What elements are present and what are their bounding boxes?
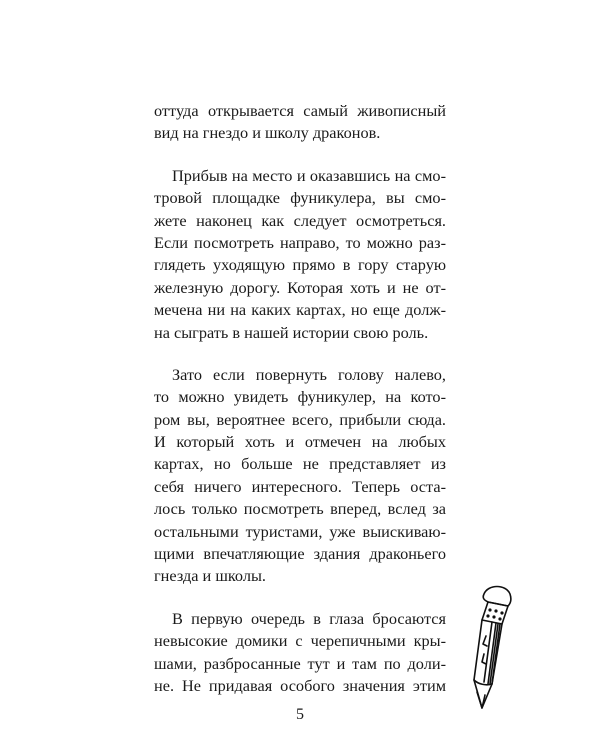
text-line: вид на гнездо и школу драконов. bbox=[154, 123, 381, 143]
page-body-text bbox=[154, 100, 446, 717]
paragraph-4 bbox=[154, 608, 446, 698]
text-line: тровой площадке фуникулера, вы смо- bbox=[154, 188, 446, 208]
text-line: В первую очередь в глаза бросаются bbox=[172, 608, 446, 628]
text-line: то можно увидеть фуникулер, на кото- bbox=[154, 387, 446, 407]
text-line: на сыграть в нашей истории свою роль. bbox=[154, 322, 429, 342]
text-line: жете наконец как следует осмотреться. bbox=[154, 210, 446, 230]
text-line: железную дорогу. Которая хоть и не от- bbox=[154, 277, 446, 297]
text-line: И который хоть и отмечен на любых bbox=[154, 432, 446, 452]
text-line: Зато если повернуть голову налево, bbox=[172, 364, 446, 384]
text-line: оттуда открывается самый живописный bbox=[154, 101, 446, 120]
text-line: картах, но больше не представляет из bbox=[154, 454, 446, 474]
text-line: шами, разбросанные тут и там по доли- bbox=[154, 653, 446, 673]
text-line: невысокие домики с черепичными кры- bbox=[154, 631, 446, 651]
text-line: лось только посмотреть вперед, вслед за bbox=[154, 499, 446, 519]
page-number: 5 bbox=[296, 706, 304, 723]
text-line: мечена ни на каких картах, но еще долж- bbox=[154, 300, 446, 320]
text-line: Если посмотреть направо, то можно раз- bbox=[154, 232, 446, 252]
text-line: щими впечатляющие здания драконьего bbox=[154, 544, 446, 564]
text-line: не. Не придавая особого значения этим bbox=[154, 675, 446, 695]
text-line: себя ничего интересного. Теперь оста- bbox=[154, 476, 446, 496]
text-line: глядеть уходящую прямо в гору старую bbox=[154, 255, 446, 275]
paragraph-1 bbox=[154, 100, 446, 145]
text-line: Прибыв на место и оказавшись на смо- bbox=[172, 165, 446, 185]
text-line: ром вы, вероятнее всего, прибыли сюда. bbox=[154, 409, 446, 429]
pencil-icon bbox=[462, 580, 518, 720]
paragraph-3 bbox=[154, 364, 446, 588]
text-line: остальными туристами, уже выискиваю- bbox=[154, 521, 446, 541]
text-line: гнезда и школы. bbox=[154, 566, 266, 586]
paragraph-2 bbox=[154, 165, 446, 344]
